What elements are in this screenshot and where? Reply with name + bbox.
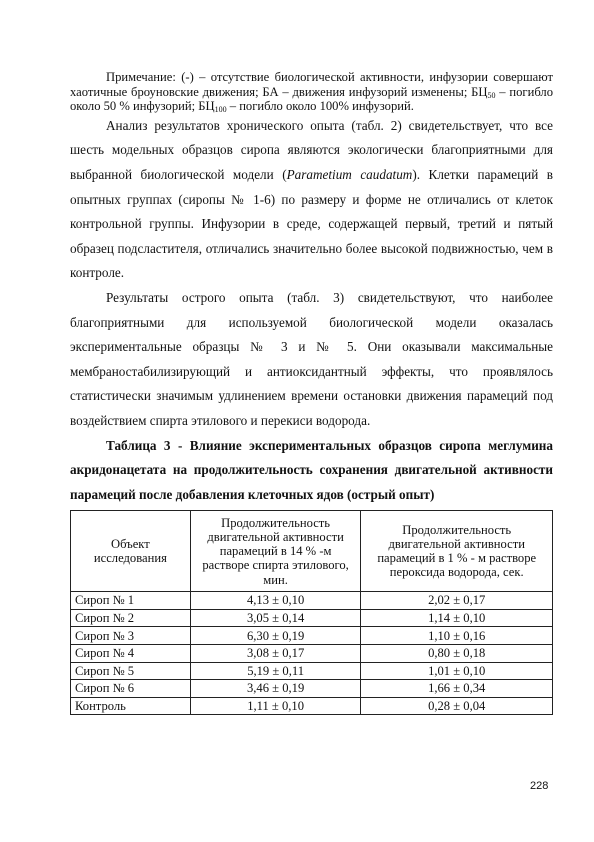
peroxide-value: 2,02 ± 0,17 [361,592,553,610]
table-row [71,662,553,680]
table-note [70,70,553,114]
ethanol-value: 5,19 ± 0,11 [190,662,361,680]
row-label: Контроль [71,697,191,715]
row-label: Сироп № 1 [71,592,191,610]
paragraph-1-text-a: Анализ результатов хронического опыта (табл. 2) свидетельствует, что все шесть модельных образцов сиропа являются экологически благоприятными для выбранной биологической модели ( [70,117,553,182]
ethanol-value: 4,13 ± 0,10 [190,592,361,610]
note-subscript-50: 50 [487,90,496,100]
table-caption: Таблица 3 - Влияние экспериментальных образцов сиропа меглумина акридонацетата на продолжительность сохранения двигательной активности парамеций после добавления клеточных ядов (острый опыт) [70,437,553,502]
row-label: Сироп № 4 [71,645,191,663]
table-row [71,627,553,645]
ethanol-value: 3,46 ± 0,19 [190,680,361,698]
peroxide-value: 1,66 ± 0,34 [361,680,553,698]
ethanol-value: 1,11 ± 0,10 [190,697,361,715]
paragraph-acute-results: Результаты острого опыта (табл. 3) свидетельствуют, что наиболее благоприятными для используемой биологической модели оказалась экспериментальные образцы № 3 и № 5. Они оказывали максимальные мембраностабилизирующий и антиоксидантный эффекты, что проявлялось статистически значимым удлинением времени остановки движения парамеций под воздействием спирта этилового и перекиси водорода. [70,289,553,428]
note-text-2: – погибло около 50 % инфузорий; БЦ [70,84,554,114]
species-name: Parametium caudatum [286,166,413,182]
table-header-row [71,511,553,592]
row-label: Сироп № 6 [71,680,191,698]
table-row [71,609,553,627]
row-label: Сироп № 2 [71,609,191,627]
table-row [71,697,553,715]
peroxide-value: 0,28 ± 0,04 [361,697,553,715]
paragraph-chronic-results [70,114,553,286]
results-table [70,510,553,715]
ethanol-value: 6,30 ± 0,19 [190,627,361,645]
page-number: 228 [530,780,549,792]
peroxide-value: 1,10 ± 0,16 [361,627,553,645]
document-page [70,70,553,715]
ethanol-value: 3,05 ± 0,14 [190,609,361,627]
header-object: Объект исследования [71,511,191,592]
peroxide-value: 1,01 ± 0,10 [361,662,553,680]
peroxide-value: 1,14 ± 0,10 [361,609,553,627]
header-ethanol: Продолжительность двигательной активности парамеций в 14 % -м растворе спирта этилового, мин. [190,511,361,592]
table-row [71,680,553,698]
header-peroxide: Продолжительность двигательной активности парамеций в 1 % - м растворе пероксида водорода, сек. [361,511,553,592]
row-label: Сироп № 5 [71,662,191,680]
note-subscript-100: 100 [214,105,227,115]
table-row [71,592,553,610]
note-text-3: – погибло около 100% инфузорий. [226,99,414,114]
table-row [71,645,553,663]
peroxide-value: 0,80 ± 0,18 [361,645,553,663]
note-text-1: Примечание: (-) – отсутствие биологической активности, инфузории совершают хаотичные броуновские движения; БА – движения инфузорий изменены; БЦ [70,70,553,99]
row-label: Сироп № 3 [71,627,191,645]
ethanol-value: 3,08 ± 0,17 [190,645,361,663]
paragraph-1-text-b: ). Клетки парамеций в опытных группах (сиропы № 1-6) по размеру и форме не отличались от клеток контрольной группы. Инфузории в среде, содержащей первый, третий и пятый образец подсластителя, отличались значительно более высокой подвижностью, чем в контроле. [70,166,553,281]
